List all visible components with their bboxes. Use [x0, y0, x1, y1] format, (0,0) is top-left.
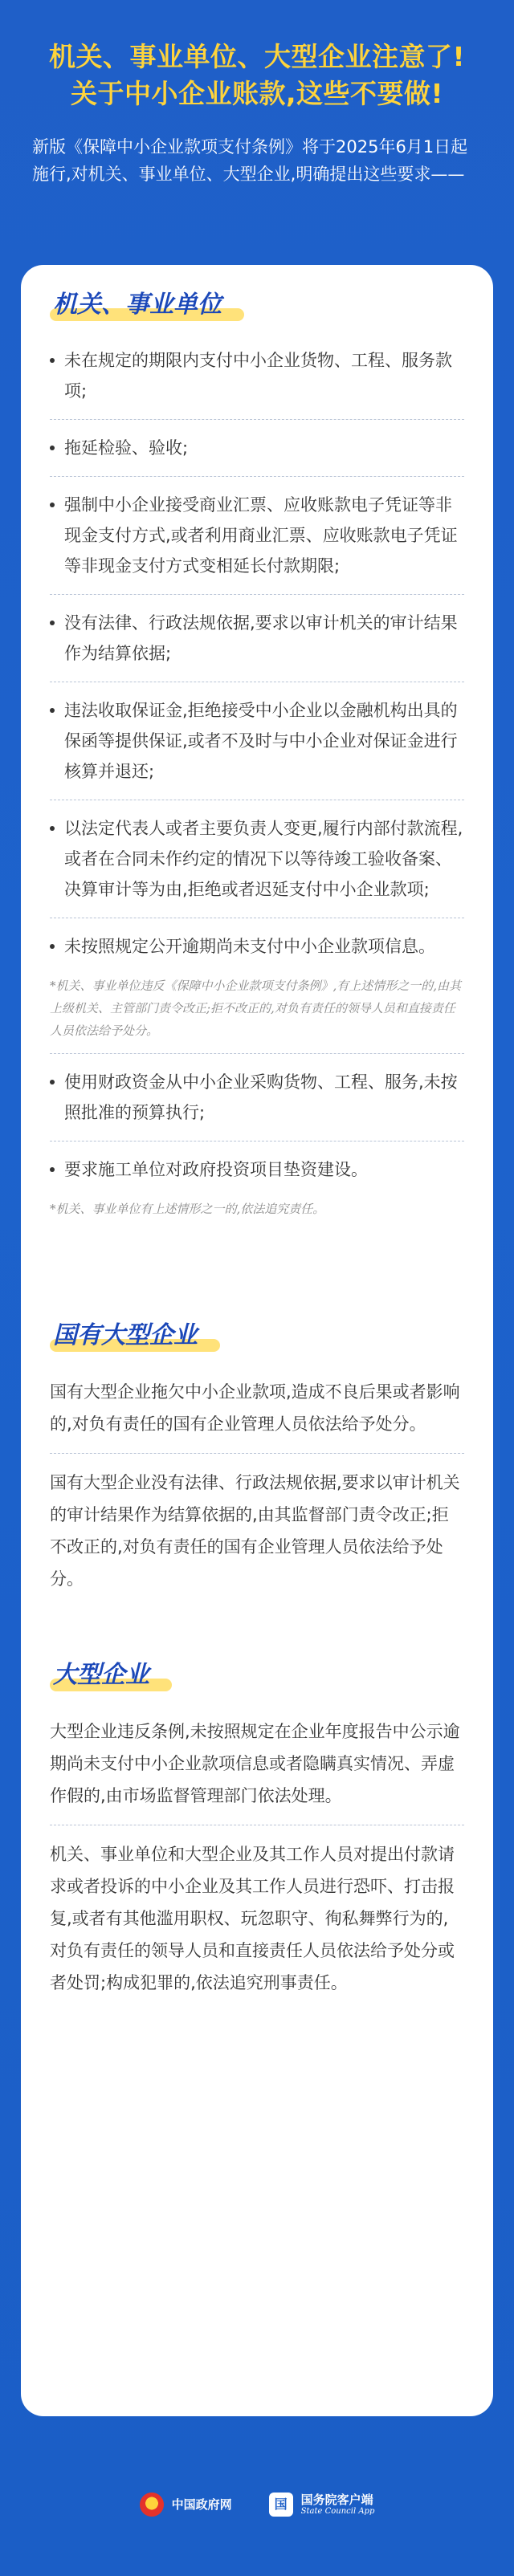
- paragraph: 国有大型企业拖欠中小企业款项,造成不良后果或者影响的,对负有责任的国有企业管理人员依法给予处分。: [50, 1382, 460, 1434]
- spacer: [50, 1595, 464, 1659]
- title-line-1: 机关、事业单位、大型企业注意了!: [48, 41, 466, 72]
- divider: [50, 476, 464, 477]
- paragraph: 大型企业违反条例,未按照规定在企业年度报告中公示逾期尚未支付中小企业款项信息或者隐瞒真实情况、弄虚作假的,由市场监督管理部门依法处理。: [50, 1722, 460, 1805]
- divider: [50, 594, 464, 595]
- paragraph: 国有大型企业没有法律、行政法规依据,要求以审计机关的审计结果作为结算依据的,由其监督部门责令改正;拒不改正的,对负有责任的国有企业管理人员依法给予处分。: [50, 1473, 460, 1589]
- title-line-2: 关于中小企业账款,这些不要做!: [70, 78, 444, 109]
- divider: [50, 419, 464, 420]
- section-heading-institutions: 机关、事业单位: [50, 289, 230, 321]
- divider: [50, 1053, 464, 1054]
- list-item: 违法收取保证金,拒绝接受中小企业以金融机构出具的保函等提供保证,或者不及时与中小企业对保证金进行核算并退还;: [50, 695, 464, 787]
- footer: [0, 2472, 514, 2537]
- spacer: [50, 1231, 464, 1320]
- state-council-app-logo: 国 国务院客户端 State Council App: [269, 2493, 375, 2517]
- list-item: 以法定代表人或者主要负责人变更,履行内部付款流程,或者在合同未作约定的情况下以等待竣工验收备案、决算审计等为由,拒绝或者迟延支付中小企业款项;: [50, 813, 464, 905]
- list-item: 未在规定的期限内支付中小企业货物、工程、服务款项;: [50, 345, 464, 406]
- list-item: 要求施工单位对政府投资项目垫资建设。: [50, 1154, 464, 1185]
- list-item: 未按照规定公开逾期尚未支付中小企业款项信息。: [50, 931, 464, 962]
- national-emblem-icon: [140, 2493, 164, 2517]
- section-heading-state-owned: 国有大型企业: [50, 1320, 206, 1352]
- footnote: *机关、事业单位违反《保障中小企业款项支付条例》,有上述情形之一的,由其上级机关、主管部门责令改正;拒不改正的,对负有责任的领导人员和直接责任人员依法给予处分。: [50, 979, 462, 1038]
- gov-website-logo: 中国政府网: [140, 2493, 232, 2517]
- paragraph: 机关、事业单位和大型企业及其工作人员对提出付款请求或者投诉的中小企业及其工作人员进行恐吓、打击报复,或者有其他滥用职权、玩忽职守、徇私舞弊行为的,对负有责任的领导人员和直接责任人员依法给予处分或者处罚;构成犯罪的,依法追究刑事责任。: [50, 1845, 455, 1992]
- section-heading-large-enterprises: 大型企业: [50, 1659, 157, 1691]
- list-item: 没有法律、行政法规依据,要求以审计机关的审计结果作为结算依据;: [50, 608, 464, 669]
- divider: [50, 1453, 464, 1454]
- content-card: [21, 265, 493, 2416]
- page-title: [24, 39, 490, 112]
- footnote: *机关、事业单位有上述情形之一的,依法追究责任。: [50, 1202, 325, 1216]
- intro-text: 新版《保障中小企业款项支付条例》将于2025年6月1日起施行,对机关、事业单位、大型企业,明确提出这些要求——: [32, 137, 468, 184]
- list-item: 使用财政资金从中小企业采购货物、工程、服务,未按照批准的预算执行;: [50, 1067, 464, 1128]
- list-item: 强制中小企业接受商业汇票、应收账款电子凭证等非现金支付方式,或者利用商业汇票、应收账款电子凭证等非现金支付方式变相延长付款期限;: [50, 490, 464, 581]
- header: [0, 0, 514, 265]
- app-icon: [269, 2493, 293, 2517]
- list-item: 拖延检验、验收;: [50, 433, 464, 463]
